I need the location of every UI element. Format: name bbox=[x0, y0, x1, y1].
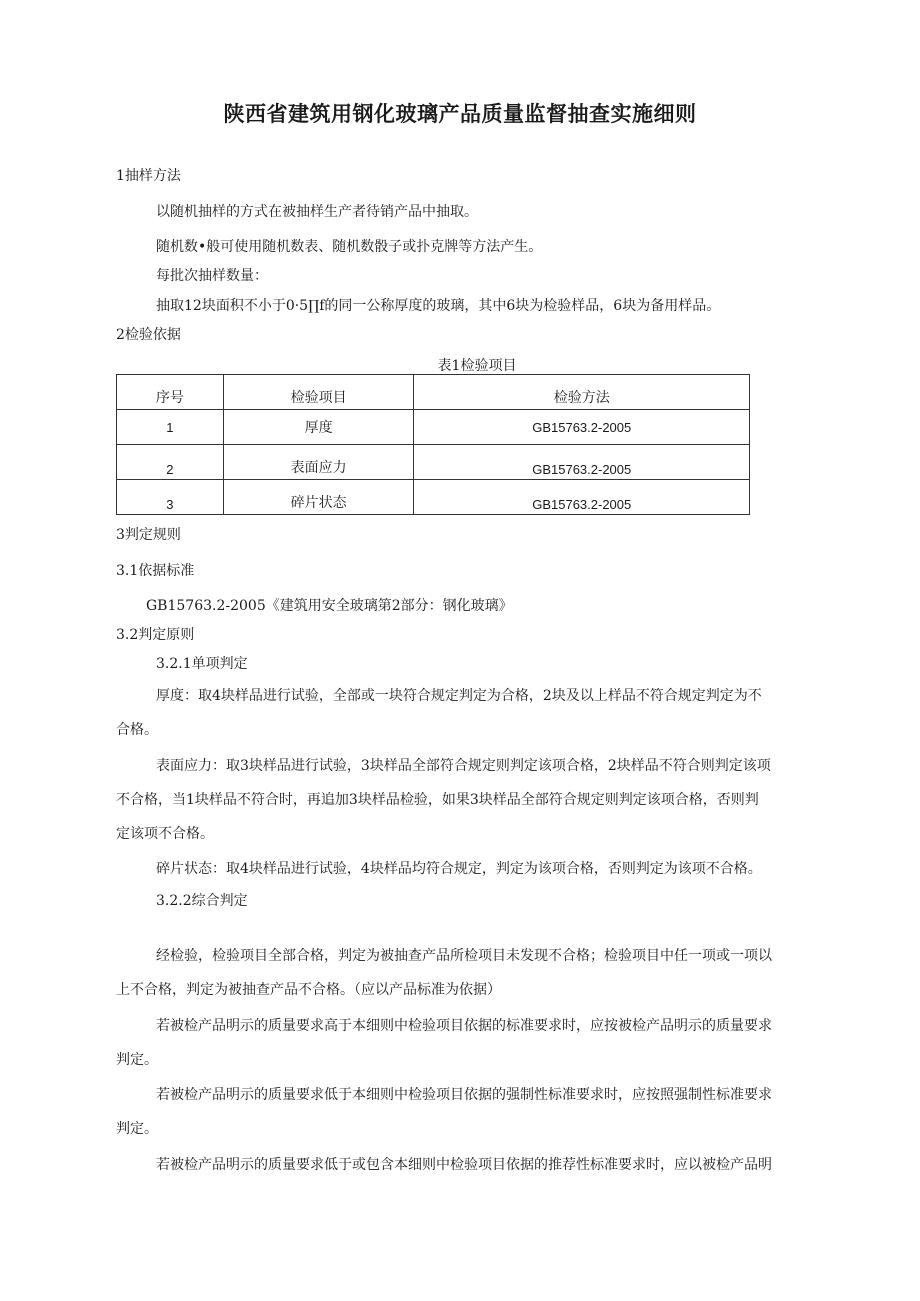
row-cell-item: 厚度 bbox=[223, 410, 414, 445]
stress-rule-line-2: 不合格，当1块样品不符合时，再追加3块样品检验，如果3块样品全部符合规定则判定该项合格，否则判 bbox=[116, 792, 759, 808]
thickness-rule-line-1: 厚度：取4块样品进行试验，全部或一块符合规定判定为合格，2块及以上样品不符合规定判定为不 bbox=[156, 688, 762, 704]
lower-mandatory-line-1: 若被检产品明示的质量要求低于本细则中检验项目依据的强制性标准要求时，应按照强制性标准要求 bbox=[156, 1087, 772, 1103]
header-cell-index: 序号 bbox=[117, 375, 224, 410]
section-3-2-1-heading: 3.2.1单项判定 bbox=[156, 656, 248, 672]
sampling-paragraph-1: 以随机抽样的方式在被抽样生产者待销产品中抽取。 bbox=[156, 204, 478, 220]
fragment-rule: 碎片状态：取4块样品进行试验，4块样品均符合规定，判定为该项合格，否则判定为该项不合格。 bbox=[156, 861, 762, 877]
document-title: 陕西省建筑用钢化玻璃产品质量监督抽查实施细则 bbox=[223, 102, 697, 126]
section-1-heading: 1抽样方法 bbox=[116, 168, 181, 184]
overall-rule-line-1: 经检验，检验项目全部合格，判定为被抽查产品所检项目未发现不合格；检验项目中任一项或一项以 bbox=[156, 948, 772, 964]
overall-rule-line-2: 上不合格，判定为被抽查产品不合格。（应以产品标准为依据） bbox=[116, 982, 501, 998]
sampling-paragraph-3: 每批次抽样数量： bbox=[156, 268, 268, 284]
lower-mandatory-line-2: 判定。 bbox=[116, 1121, 158, 1137]
higher-requirement-line-1: 若被检产品明示的质量要求高于本细则中检验项目依据的标准要求时，应按被检产品明示的质量要求 bbox=[156, 1018, 772, 1034]
inspection-table bbox=[116, 374, 750, 515]
row-cell-item: 碎片状态 bbox=[223, 480, 414, 515]
row-cell-method: GB15763.2-2005 bbox=[414, 480, 750, 515]
section-3-1-heading: 3.1依据标准 bbox=[116, 563, 195, 579]
header-cell-method: 检验方法 bbox=[414, 375, 750, 410]
sampling-paragraph-2: 随机数•般可使用随机数表、随机数骰子或扑克牌等方法产生。 bbox=[156, 239, 543, 255]
table-caption: 表1检验项目 bbox=[437, 358, 517, 374]
row-cell-index: 2 bbox=[117, 445, 224, 480]
row-cell-method: GB15763.2-2005 bbox=[414, 445, 750, 480]
table-row bbox=[117, 410, 750, 445]
table-row bbox=[117, 445, 750, 480]
recommended-standard-line-1: 若被检产品明示的质量要求低于或包含本细则中检验项目依据的推荐性标准要求时，应以被检产品明 bbox=[156, 1157, 772, 1173]
higher-requirement-line-2: 判定。 bbox=[116, 1052, 158, 1068]
row-cell-item: 表面应力 bbox=[223, 445, 414, 480]
section-3-heading: 3判定规则 bbox=[116, 527, 181, 543]
row-cell-index: 3 bbox=[117, 480, 224, 515]
standard-reference: GB15763.2-2005《建筑用安全玻璃第2部分：钢化玻璃》 bbox=[146, 598, 513, 614]
sampling-paragraph-4: 抽取12块面积不小于0·5∏f的同一公称厚度的玻璃，其中6块为检验样品，6块为备用样品。 bbox=[156, 298, 721, 314]
section-3-2-heading: 3.2判定原则 bbox=[116, 627, 195, 643]
header-cell-item: 检验项目 bbox=[223, 375, 414, 410]
section-2-heading: 2检验依据 bbox=[116, 327, 181, 343]
section-3-2-2-heading: 3.2.2综合判定 bbox=[156, 893, 248, 909]
row-cell-index: 1 bbox=[117, 410, 224, 445]
thickness-rule-line-2: 合格。 bbox=[116, 722, 158, 738]
table-row bbox=[117, 480, 750, 515]
table-header-row bbox=[117, 375, 750, 410]
stress-rule-line-1: 表面应力：取3块样品进行试验，3块样品全部符合规定则判定该项合格，2块样品不符合则判定该项 bbox=[156, 758, 771, 774]
row-cell-method: GB15763.2-2005 bbox=[414, 410, 750, 445]
stress-rule-line-3: 定该项不合格。 bbox=[116, 826, 214, 842]
